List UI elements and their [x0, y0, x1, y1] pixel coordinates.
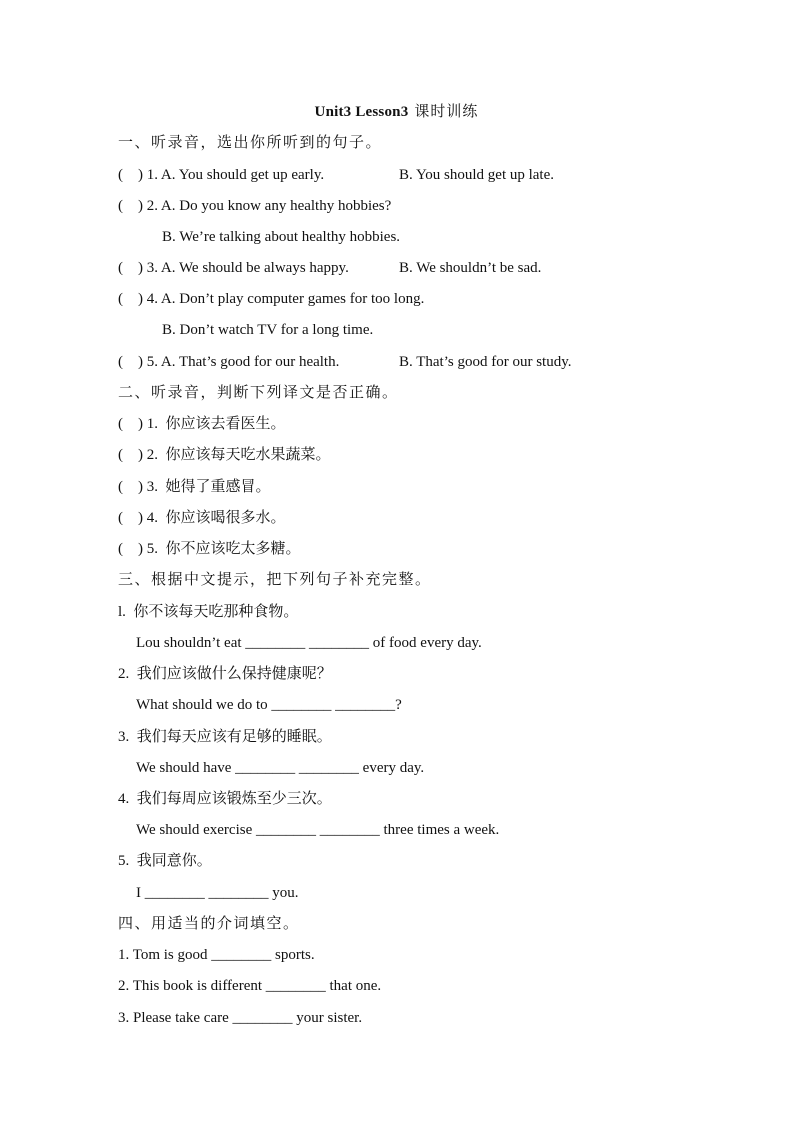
- s1-item-5-a: ( ) 5. A. That’s good for our health.: [118, 354, 340, 370]
- page-title: [0, 100, 793, 121]
- s4-item-1: 1. Tom is good ________ sports.: [118, 947, 315, 963]
- s4-item-2: 2. This book is different ________ that one.: [118, 978, 382, 994]
- s4-item-3: 3. Please take care ________ your sister.: [118, 1010, 363, 1026]
- s3-item-5-cn: 5. 我同意你。: [118, 853, 212, 869]
- title-english: Unit3 Lesson3: [314, 104, 409, 120]
- s3-item-1-cn: l. 你不该每天吃那种食物。: [118, 604, 299, 620]
- s3-item-3-en: We should have ________ ________ every day.: [136, 760, 425, 776]
- s1-item-1-b: B. You should get up late.: [399, 167, 555, 183]
- s2-item-3: ( ) 3. 她得了重感冒。: [118, 479, 271, 495]
- s1-item-2-b: B. We’re talking about healthy hobbies.: [162, 229, 401, 245]
- title-chinese: 课时训练: [414, 104, 479, 120]
- s1-item-2-a: ( ) 2. A. Do you know any healthy hobbies?: [118, 198, 392, 214]
- s1-item-3-a: ( ) 3. A. We should be always happy.: [118, 260, 349, 276]
- s1-item-4-a: ( ) 4. A. Don’t play computer games for too long.: [118, 291, 425, 307]
- s3-item-3-cn: 3. 我们每天应该有足够的睡眠。: [118, 729, 332, 745]
- s3-item-1-en: Lou shouldn’t eat ________ ________ of food every day.: [136, 635, 482, 651]
- s1-item-5-b: B. That’s good for our study.: [399, 354, 572, 370]
- s3-item-4-en: We should exercise ________ ________ three times a week.: [136, 822, 500, 838]
- s2-item-5: ( ) 5. 你不应该吃太多糖。: [118, 541, 301, 557]
- s2-item-1: ( ) 1. 你应该去看医生。: [118, 416, 286, 432]
- section-1-heading: 一、听录音，选出你所听到的句子。: [118, 135, 383, 151]
- section-3-heading: 三、根据中文提示，把下列句子补充完整。: [118, 572, 432, 588]
- s3-item-2-cn: 2. 我们应该做什么保持健康呢？: [118, 666, 332, 682]
- s1-item-4-b: B. Don’t watch TV for a long time.: [162, 322, 374, 338]
- section-4-heading: 四、用适当的介词填空。: [118, 916, 300, 932]
- s1-item-3-b: B. We shouldn’t be sad.: [399, 260, 542, 276]
- s3-item-4-cn: 4. 我们每周应该锻炼至少三次。: [118, 791, 332, 807]
- s3-item-2-en: What should we do to ________ ________?: [136, 697, 402, 713]
- s2-item-2: ( ) 2. 你应该每天吃水果蔬菜。: [118, 447, 331, 463]
- section-2-heading: 二、听录音，判断下列译文是否正确。: [118, 385, 399, 401]
- s3-item-5-en: I ________ ________ you.: [136, 885, 299, 901]
- s2-item-4: ( ) 4. 你应该喝很多水。: [118, 510, 286, 526]
- s1-item-1-a: ( ) 1. A. You should get up early.: [118, 167, 325, 183]
